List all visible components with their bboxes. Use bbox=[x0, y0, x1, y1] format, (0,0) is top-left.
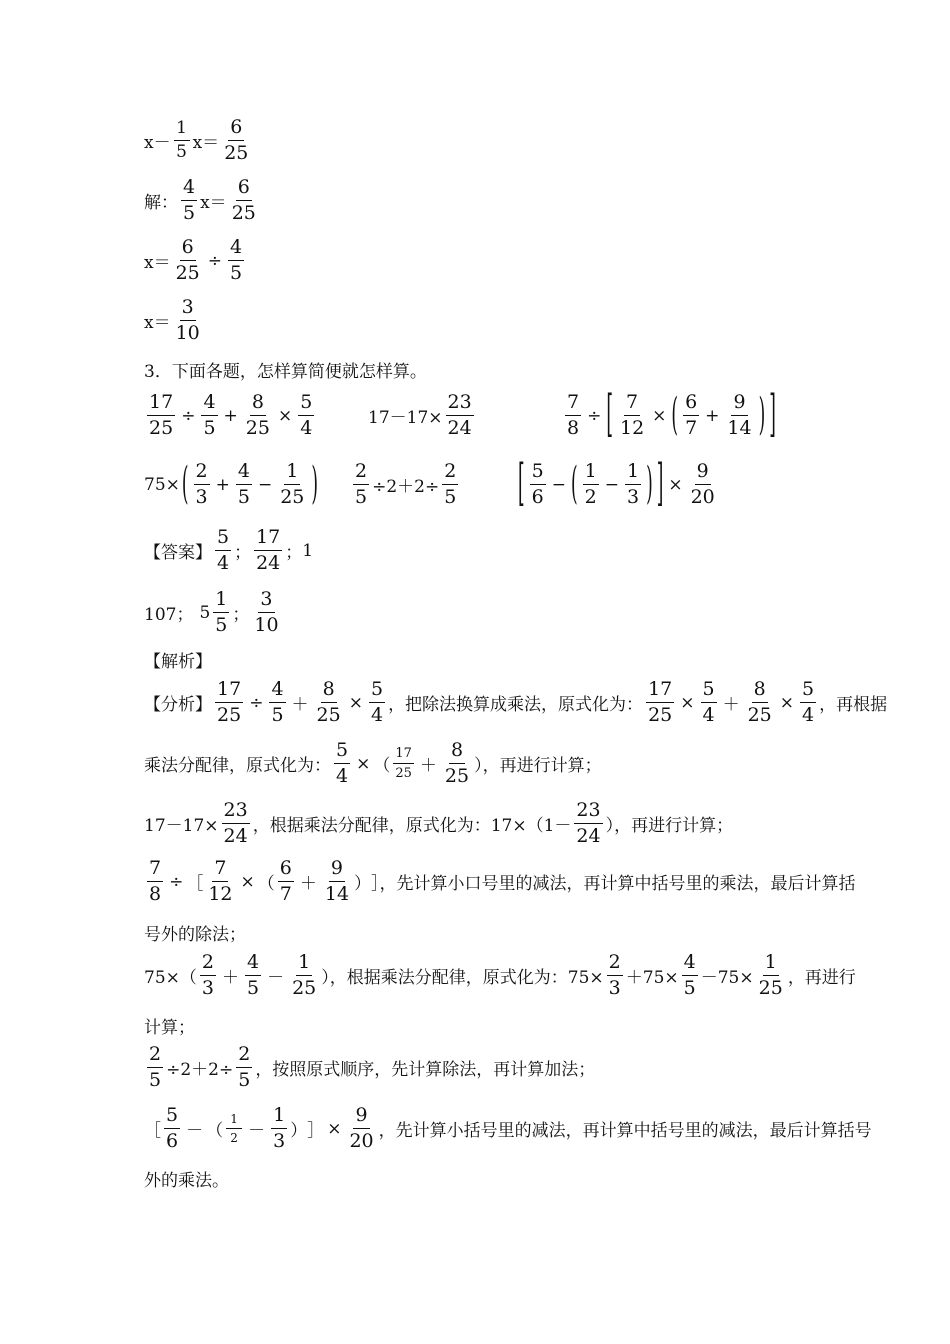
text: x－ bbox=[144, 133, 171, 153]
separator: ； bbox=[234, 543, 252, 563]
numerator: 1 bbox=[174, 120, 190, 141]
denominator: 3 bbox=[201, 977, 214, 999]
answer-value: 107； bbox=[144, 605, 194, 625]
expression-4 bbox=[144, 458, 320, 511]
minus-sign: − bbox=[257, 474, 273, 495]
text: ），再进行计算； bbox=[605, 816, 734, 836]
numerator: 5 bbox=[530, 462, 546, 485]
denominator: 7 bbox=[685, 417, 698, 439]
numerator: 1 bbox=[284, 462, 300, 485]
numerator: 23 bbox=[446, 393, 474, 416]
analysis-p4-line1 bbox=[144, 953, 856, 998]
denominator: 25 bbox=[316, 704, 341, 726]
denominator: 25 bbox=[224, 142, 249, 164]
numerator: 5 bbox=[298, 393, 314, 416]
text: ，按照原式顺序，先计算除法，再计算加法； bbox=[255, 1060, 596, 1080]
fraction bbox=[147, 1045, 163, 1090]
analysis-p2 bbox=[144, 801, 733, 846]
right-paren: ） bbox=[354, 874, 372, 894]
numerator: 6 bbox=[683, 393, 699, 416]
fraction bbox=[215, 680, 243, 725]
answer-value: 1 bbox=[302, 540, 314, 561]
divide-sign: ÷ bbox=[181, 405, 196, 426]
numerator: 7 bbox=[147, 859, 163, 882]
fraction bbox=[315, 680, 343, 725]
numerator: 17 bbox=[646, 680, 674, 703]
denominator: 25 bbox=[217, 704, 242, 726]
solution-line-3 bbox=[144, 238, 247, 283]
plus-sign: ＋ bbox=[299, 874, 317, 894]
denominator: 4 bbox=[300, 417, 313, 439]
denominator: 25 bbox=[648, 704, 673, 726]
denominator: 4 bbox=[370, 704, 384, 726]
left-paren: （ bbox=[206, 1121, 224, 1141]
right-paren: ) bbox=[311, 458, 319, 511]
numerator: 3 bbox=[180, 298, 196, 321]
text: ÷2＋2÷ bbox=[372, 477, 440, 497]
numerator: 8 bbox=[752, 680, 768, 703]
numerator: 5 bbox=[164, 1106, 180, 1129]
fraction bbox=[222, 801, 250, 846]
denominator: 4 bbox=[702, 704, 715, 726]
analysis-p1-line1 bbox=[144, 680, 887, 725]
denominator: 25 bbox=[747, 704, 772, 726]
denominator: 12 bbox=[619, 417, 645, 439]
text: ÷2＋2÷ bbox=[166, 1060, 234, 1080]
numerator: 23 bbox=[222, 801, 250, 824]
right-paren: ) bbox=[646, 458, 653, 511]
expression-6 bbox=[516, 455, 720, 514]
numerator: 2 bbox=[200, 953, 216, 976]
times-sign: × bbox=[327, 1118, 342, 1139]
separator: ； bbox=[285, 543, 303, 563]
denominator: 2 bbox=[230, 1131, 238, 1145]
numerator: 4 bbox=[245, 953, 261, 976]
numerator: 1 bbox=[213, 590, 229, 613]
denominator: 24 bbox=[447, 417, 472, 439]
fraction bbox=[725, 393, 753, 438]
problem-title-text: 3．下面各题，怎样算简便就怎样算。 bbox=[144, 362, 427, 382]
denominator: 24 bbox=[223, 825, 248, 847]
denominator: 10 bbox=[175, 322, 200, 344]
denominator: 25 bbox=[280, 486, 305, 508]
fraction bbox=[271, 1106, 287, 1151]
expression-5 bbox=[350, 462, 461, 507]
left-bracket: ［ bbox=[144, 1121, 161, 1141]
denominator: 5 bbox=[176, 142, 187, 162]
text: 17－17× bbox=[368, 408, 443, 428]
fraction bbox=[147, 393, 175, 438]
fraction bbox=[164, 1106, 180, 1151]
times-sign: × bbox=[356, 753, 371, 774]
fraction bbox=[174, 238, 202, 283]
expression-3 bbox=[562, 386, 778, 445]
text: ），根据乘法分配律，原式化为：75× bbox=[321, 968, 604, 988]
problem-title bbox=[144, 357, 427, 382]
text: 乘法分配律，原式化为： bbox=[144, 756, 331, 776]
denominator: 25 bbox=[149, 417, 174, 439]
fraction bbox=[689, 462, 717, 507]
right-bracket: ] bbox=[656, 455, 664, 514]
denominator: 25 bbox=[231, 202, 256, 224]
text: ，根据乘法分配律，原式化为：17×（1－ bbox=[252, 816, 572, 836]
divide-sign: ÷ bbox=[169, 871, 184, 892]
minus-sign: － bbox=[248, 1121, 266, 1141]
denominator: 25 bbox=[175, 262, 200, 284]
solution-line-1 bbox=[144, 118, 253, 163]
text: x＝ bbox=[200, 193, 227, 213]
denominator: 25 bbox=[292, 977, 317, 999]
numerator: 1 bbox=[296, 953, 312, 976]
denominator: 6 bbox=[531, 486, 544, 508]
fraction bbox=[245, 953, 261, 998]
fraction bbox=[147, 859, 163, 904]
numerator: 7 bbox=[624, 393, 640, 416]
denominator: 5 bbox=[355, 486, 368, 508]
minus-sign: − bbox=[551, 474, 566, 495]
analysis-p5 bbox=[144, 1045, 595, 1090]
numerator: 1 bbox=[226, 1113, 242, 1129]
numerator: 4 bbox=[181, 178, 197, 201]
denominator: 4 bbox=[336, 765, 349, 787]
left-paren: ( bbox=[181, 458, 189, 511]
numerator: 1 bbox=[271, 1106, 287, 1129]
numerator: 6 bbox=[180, 238, 196, 261]
fraction bbox=[278, 462, 306, 507]
numerator: 5 bbox=[800, 680, 816, 703]
denominator: 5 bbox=[271, 704, 284, 726]
divide-sign: ÷ bbox=[249, 692, 264, 713]
denominator: 4 bbox=[802, 704, 815, 726]
text: ，再进行 bbox=[787, 968, 856, 988]
denominator: 25 bbox=[758, 977, 783, 999]
denominator: 5 bbox=[203, 417, 216, 439]
denominator: 4 bbox=[217, 552, 230, 574]
fraction bbox=[290, 953, 318, 998]
right-paren: ) bbox=[758, 389, 766, 442]
text: ，再根据 bbox=[819, 695, 888, 715]
expression-2 bbox=[368, 393, 477, 438]
fraction bbox=[226, 1113, 242, 1144]
fraction bbox=[228, 238, 244, 283]
times-sign: × bbox=[277, 405, 293, 426]
text: ），再进行计算； bbox=[474, 756, 602, 776]
numerator: 1 bbox=[625, 462, 641, 485]
numerator: 6 bbox=[228, 118, 244, 141]
plus-sign: + bbox=[223, 405, 238, 426]
numerator: 2 bbox=[442, 462, 458, 485]
fraction bbox=[701, 680, 717, 725]
fraction bbox=[174, 120, 190, 161]
fraction bbox=[574, 801, 602, 846]
fraction bbox=[252, 590, 280, 635]
fraction bbox=[254, 528, 282, 573]
fraction bbox=[244, 393, 272, 438]
numerator: 4 bbox=[201, 393, 217, 416]
text: 17－17× bbox=[144, 816, 219, 836]
separator: ； bbox=[232, 605, 250, 625]
denominator: 3 bbox=[626, 486, 640, 508]
right-paren: ） bbox=[290, 1121, 308, 1141]
numerator: 17 bbox=[393, 747, 414, 764]
numerator: 17 bbox=[215, 680, 243, 703]
fraction bbox=[625, 462, 641, 507]
denominator: 25 bbox=[395, 766, 412, 781]
text: 75× bbox=[144, 474, 180, 495]
text: 号外的除法； bbox=[144, 925, 246, 945]
right-bracket: ］ bbox=[307, 1121, 325, 1141]
fraction bbox=[278, 859, 294, 904]
times-sign: × bbox=[668, 474, 683, 495]
fraction bbox=[194, 462, 210, 507]
denominator: 5 bbox=[215, 614, 228, 636]
times-sign: × bbox=[652, 405, 667, 426]
fraction bbox=[583, 462, 599, 507]
numerator: 17 bbox=[254, 528, 282, 551]
fraction bbox=[757, 953, 785, 998]
fraction bbox=[443, 741, 471, 786]
left-paren: ( bbox=[671, 389, 679, 442]
answer-line-2 bbox=[144, 590, 284, 635]
fenxi-label: 【分析】 bbox=[144, 695, 212, 715]
fraction bbox=[369, 680, 385, 725]
solution-line-2 bbox=[144, 178, 261, 223]
plus-sign: ＋ bbox=[291, 695, 309, 715]
analysis-p6-line1 bbox=[144, 1106, 872, 1151]
denominator: 24 bbox=[256, 552, 281, 574]
fraction bbox=[206, 859, 234, 904]
plus-sign: + bbox=[215, 474, 230, 495]
fraction bbox=[347, 1106, 375, 1151]
fraction bbox=[269, 680, 285, 725]
fraction bbox=[393, 747, 414, 780]
denominator: 20 bbox=[349, 1130, 374, 1152]
fraction bbox=[236, 462, 252, 507]
denominator: 10 bbox=[254, 614, 279, 636]
text: x＝ bbox=[144, 313, 171, 333]
fraction bbox=[618, 393, 646, 438]
answer-label: 【答案】 bbox=[144, 543, 212, 563]
denominator: 2 bbox=[584, 486, 597, 508]
text: －75× bbox=[700, 968, 754, 988]
fraction bbox=[200, 953, 216, 998]
denominator: 6 bbox=[166, 1130, 179, 1152]
denominator: 5 bbox=[444, 486, 457, 508]
numerator: 5 bbox=[369, 680, 385, 703]
times-sign: × bbox=[348, 692, 363, 713]
minus-sign: － bbox=[186, 1121, 204, 1141]
denominator: 5 bbox=[246, 977, 260, 999]
denominator: 5 bbox=[237, 486, 250, 508]
expression-1 bbox=[144, 393, 317, 438]
fraction bbox=[222, 118, 250, 163]
left-bracket: [ bbox=[518, 455, 525, 514]
numerator: 1 bbox=[583, 462, 599, 485]
numerator: 17 bbox=[147, 393, 175, 416]
fraction bbox=[646, 680, 674, 725]
numerator: 8 bbox=[321, 680, 337, 703]
analysis-label-line bbox=[144, 647, 212, 672]
plus-sign: + bbox=[705, 405, 720, 426]
numerator: 9 bbox=[731, 393, 747, 416]
numerator: 4 bbox=[236, 462, 252, 485]
denominator: 5 bbox=[238, 1069, 251, 1091]
fraction bbox=[446, 393, 474, 438]
text: 解： bbox=[144, 193, 178, 213]
fraction bbox=[800, 680, 816, 725]
fraction bbox=[213, 590, 229, 635]
numerator: 5 bbox=[334, 741, 350, 764]
mixed-whole: 5 bbox=[199, 602, 211, 623]
numerator: 2 bbox=[353, 462, 369, 485]
numerator: 9 bbox=[695, 462, 711, 485]
denominator: 14 bbox=[727, 417, 752, 439]
denominator: 14 bbox=[324, 883, 350, 905]
numerator: 6 bbox=[236, 178, 252, 201]
plus-sign: ＋ bbox=[221, 968, 239, 988]
text: ，把除法换算成乘法，原式化为： bbox=[388, 695, 644, 715]
fraction bbox=[682, 953, 698, 998]
denominator: 20 bbox=[690, 486, 715, 508]
fraction bbox=[215, 528, 231, 573]
denominator: 5 bbox=[230, 262, 243, 284]
numerator: 7 bbox=[212, 859, 228, 882]
divide-sign: ÷ bbox=[207, 250, 223, 271]
plus-sign: ＋ bbox=[722, 695, 740, 715]
denominator: 3 bbox=[608, 977, 621, 999]
denominator: 25 bbox=[245, 417, 270, 439]
left-paren: ( bbox=[570, 458, 578, 511]
numerator: 9 bbox=[329, 859, 345, 882]
denominator: 8 bbox=[149, 883, 162, 905]
fraction bbox=[607, 953, 623, 998]
fraction bbox=[746, 680, 774, 725]
denominator: 5 bbox=[183, 202, 196, 224]
numerator: 4 bbox=[228, 238, 244, 261]
numerator: 7 bbox=[565, 393, 581, 416]
fraction bbox=[230, 178, 258, 223]
text: x＝ bbox=[192, 133, 220, 153]
left-bracket: [ bbox=[606, 386, 613, 445]
numerator: 8 bbox=[449, 741, 465, 764]
text: ］，先计算小口号里的减法，再计算中括号里的乘法，最后计算括 bbox=[371, 874, 856, 894]
numerator: 1 bbox=[763, 953, 779, 976]
analysis-label: 【解析】 bbox=[144, 652, 212, 672]
text: ＋75× bbox=[625, 968, 679, 988]
denominator: 5 bbox=[683, 977, 696, 999]
text: 外的乘法。 bbox=[144, 1171, 229, 1191]
numerator: 2 bbox=[236, 1045, 252, 1068]
text: ，先计算小括号里的减法，再计算中括号里的减法，最后计算括号 bbox=[378, 1121, 872, 1141]
times-sign: × bbox=[680, 692, 695, 713]
numerator: 5 bbox=[701, 680, 717, 703]
fraction bbox=[323, 859, 351, 904]
denominator: 12 bbox=[208, 883, 233, 905]
analysis-p1-line2 bbox=[144, 741, 602, 786]
text: （ bbox=[373, 756, 391, 776]
minus-sign: − bbox=[604, 474, 619, 495]
denominator: 3 bbox=[273, 1130, 286, 1152]
minus-sign: － bbox=[267, 968, 285, 988]
numerator: 2 bbox=[147, 1045, 163, 1068]
fraction bbox=[565, 393, 581, 438]
text: 75×（ bbox=[144, 968, 197, 988]
numerator: 2 bbox=[194, 462, 210, 485]
numerator: 4 bbox=[682, 953, 698, 976]
fraction bbox=[530, 462, 546, 507]
denominator: 24 bbox=[576, 825, 601, 847]
denominator: 3 bbox=[195, 486, 208, 508]
fraction bbox=[683, 393, 699, 438]
left-paren: （ bbox=[257, 874, 275, 894]
left-bracket: ［ bbox=[186, 874, 204, 894]
divide-sign: ÷ bbox=[587, 405, 602, 426]
numerator: 23 bbox=[574, 801, 602, 824]
numerator: 3 bbox=[258, 590, 274, 613]
analysis-p4-line2 bbox=[144, 1013, 195, 1038]
right-bracket: ] bbox=[769, 386, 776, 445]
numerator: 6 bbox=[278, 859, 294, 882]
fraction bbox=[174, 298, 202, 343]
fraction bbox=[442, 462, 458, 507]
denominator: 7 bbox=[279, 883, 292, 905]
solution-line-4 bbox=[144, 298, 205, 343]
fraction bbox=[334, 741, 350, 786]
fraction bbox=[201, 393, 217, 438]
fraction bbox=[181, 178, 197, 223]
fraction bbox=[236, 1045, 252, 1090]
text: x＝ bbox=[144, 253, 171, 273]
fraction bbox=[298, 393, 314, 438]
denominator: 25 bbox=[444, 765, 470, 787]
numerator: 8 bbox=[250, 393, 266, 416]
denominator: 5 bbox=[149, 1069, 162, 1091]
numerator: 5 bbox=[215, 528, 231, 551]
denominator: 8 bbox=[567, 417, 580, 439]
fraction bbox=[353, 462, 369, 507]
analysis-p3-line1 bbox=[144, 859, 856, 904]
analysis-p6-line2 bbox=[144, 1166, 229, 1191]
times-sign: × bbox=[779, 692, 795, 713]
answer-line-1 bbox=[144, 528, 313, 573]
plus-sign: ＋ bbox=[419, 756, 437, 776]
analysis-p3-line2 bbox=[144, 920, 246, 945]
times-sign: × bbox=[240, 871, 255, 892]
text: 计算； bbox=[144, 1018, 195, 1038]
numerator: 9 bbox=[353, 1106, 369, 1129]
numerator: 2 bbox=[607, 953, 623, 976]
numerator: 4 bbox=[269, 680, 285, 703]
